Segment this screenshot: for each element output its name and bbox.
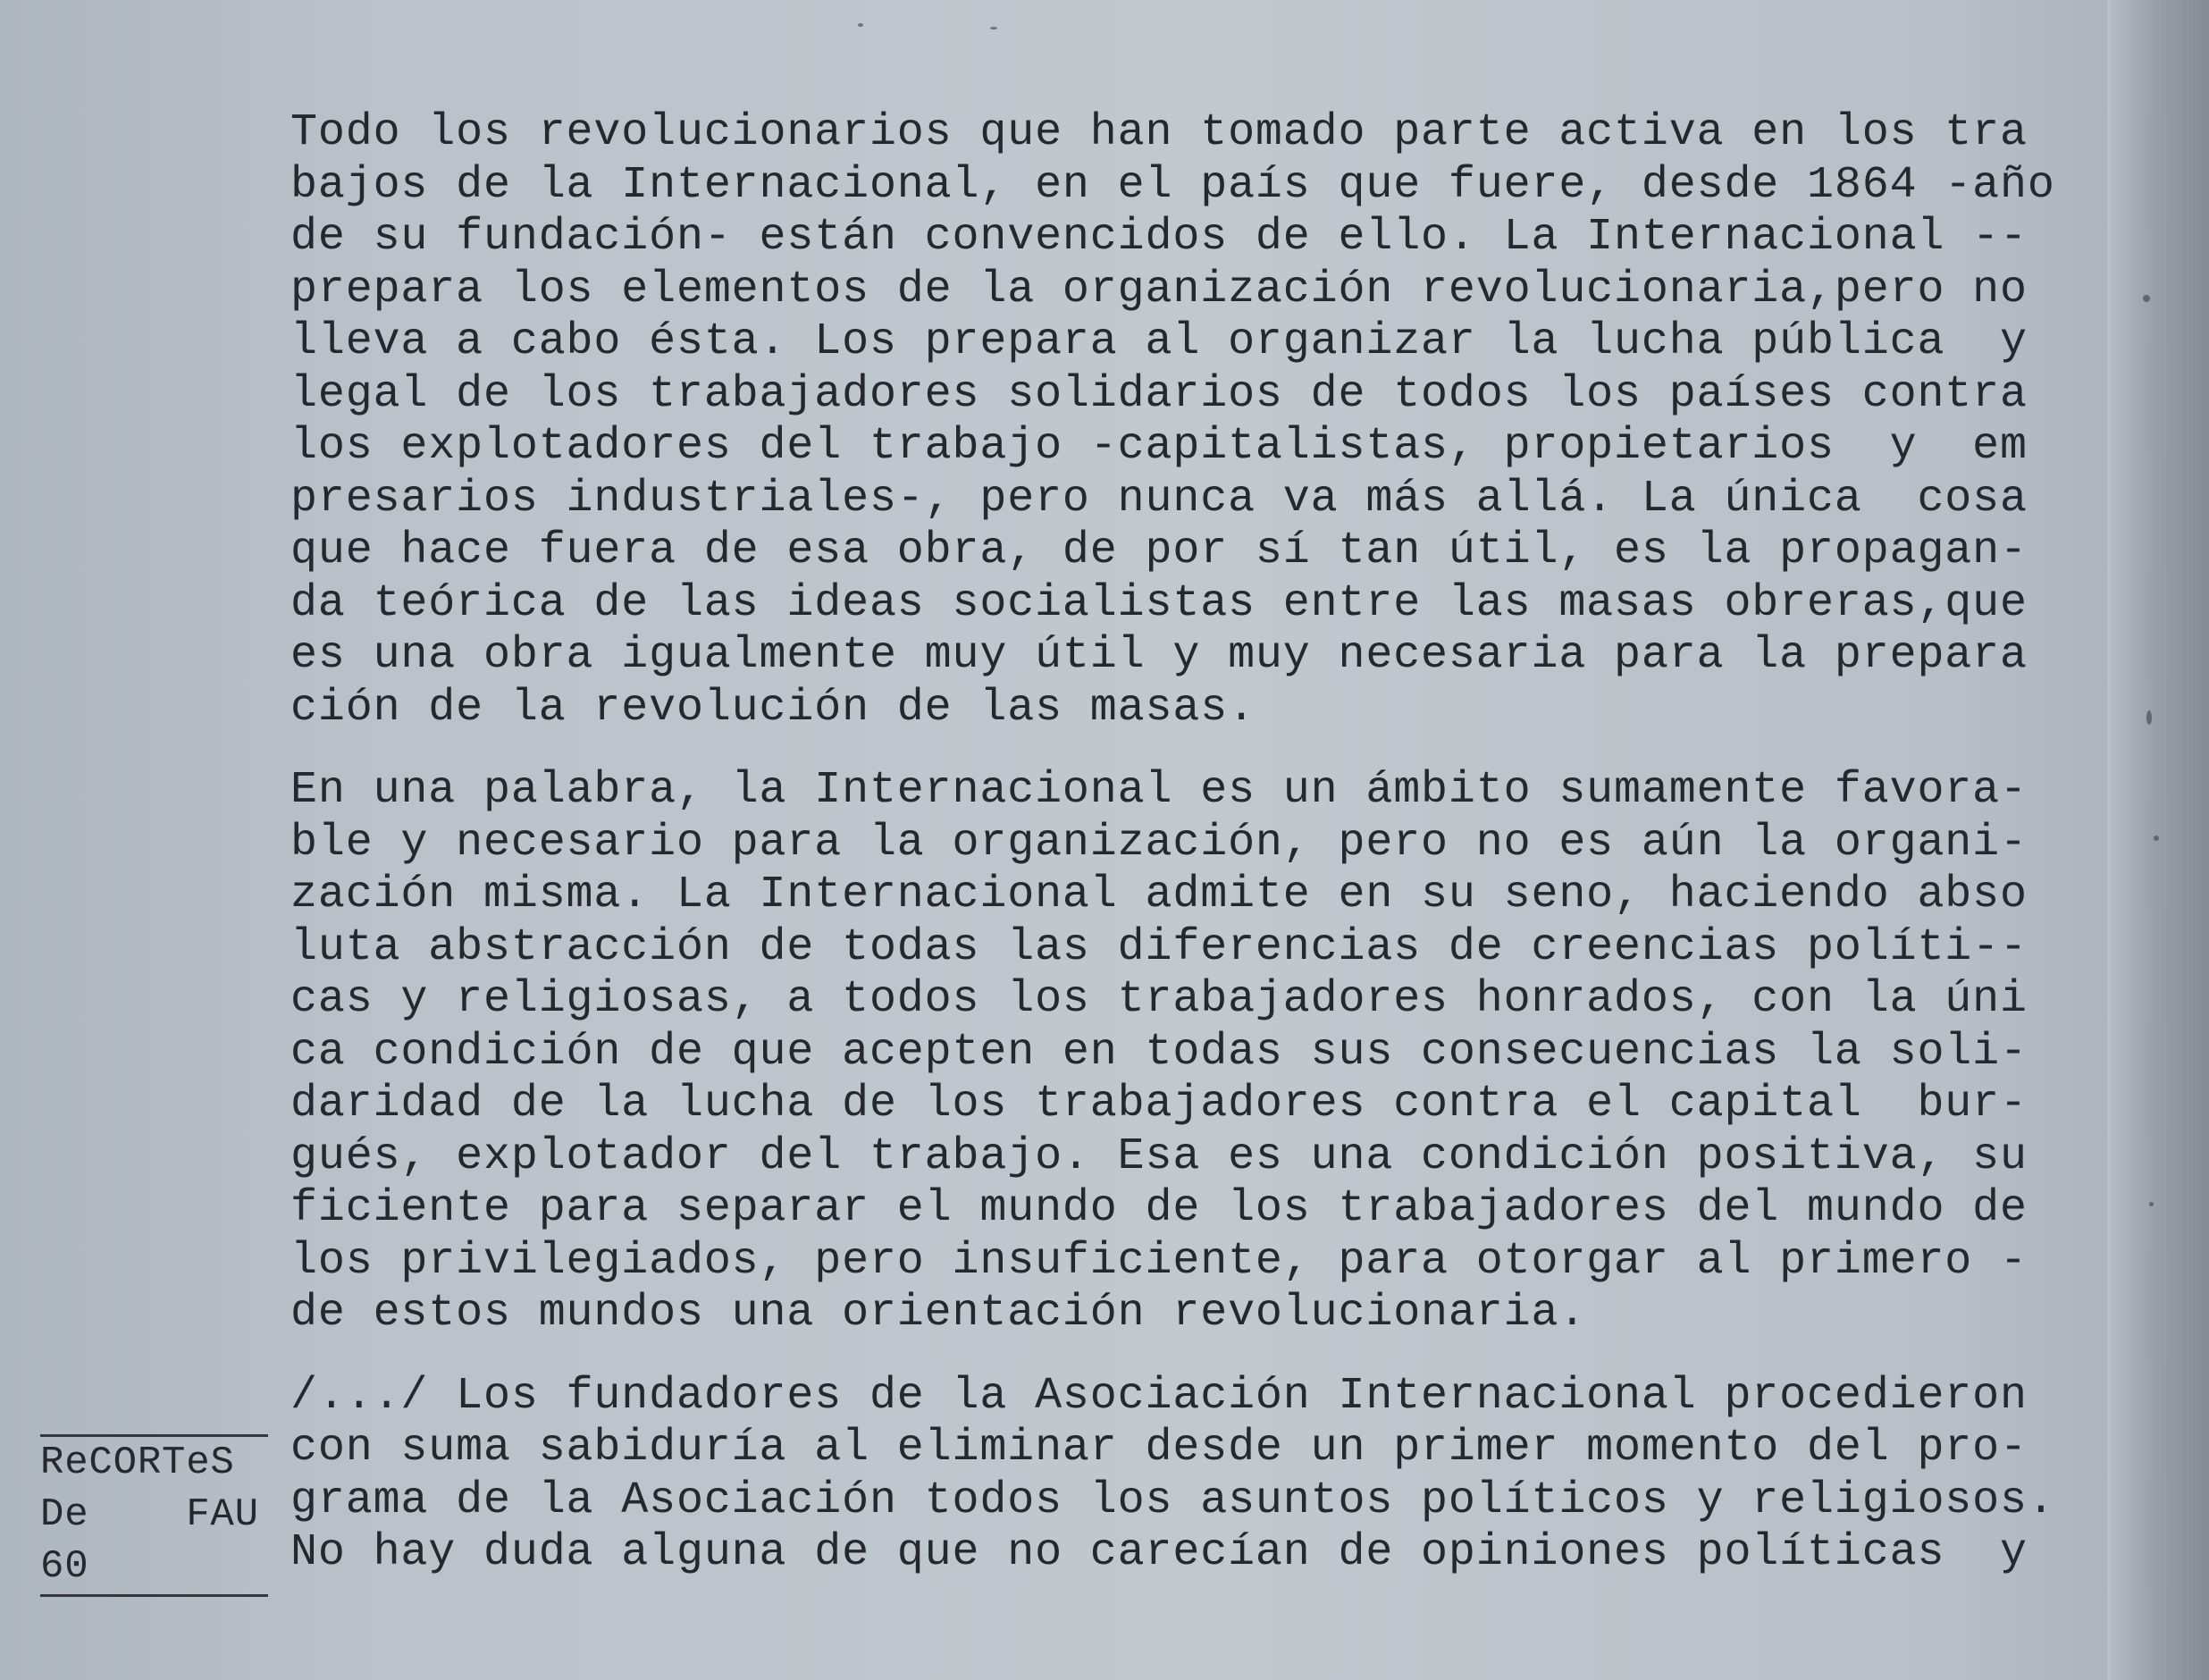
label-page-number: 60 bbox=[40, 1544, 89, 1589]
text-line: No hay duda alguna de que no carecían de opiniones políticas y bbox=[290, 1527, 2028, 1578]
text-line: que hace fuera de esa obra, de por sí tan útil, es la propagan- bbox=[290, 525, 2028, 576]
text-line: bajos de la Internacional, en el país que fuere, desde 1864 -año bbox=[290, 159, 2055, 211]
text-line: los privilegiados, pero insuficiente, para otorgar al primero - bbox=[290, 1235, 2028, 1287]
ink-speck bbox=[990, 27, 997, 29]
text-line: con suma sabiduría al eliminar desde un primer momento del pro- bbox=[290, 1423, 2028, 1474]
text-line: daridad de la lucha de los trabajadores contra el capital bur- bbox=[290, 1079, 2028, 1130]
text-line: legal de los trabajadores solidarios de todos los países contra bbox=[290, 368, 2028, 420]
text-line: da teórica de las ideas socialistas entre las masas obreras,que bbox=[290, 577, 2028, 629]
text-line: prepara los elementos de la organización revolucionaria,pero no bbox=[290, 264, 2028, 315]
text-line: zación misma. La Internacional admite en su seno, haciendo abso bbox=[290, 869, 2028, 920]
text-line: luta abstracción de todas las diferencias de creencias políti-- bbox=[290, 921, 2028, 973]
text-line: ficiente para separar el mundo de los trabajadores del mundo de bbox=[290, 1183, 2028, 1234]
text-line: Todo los revolucionarios que han tomado parte activa en los tra bbox=[290, 107, 2028, 158]
label-bottom-rule bbox=[40, 1594, 268, 1597]
text-line: presarios industriales-, pero nunca va más allá. La única cosa bbox=[290, 473, 2028, 525]
text-line: ca condición de que acepten en todas sus consecuencias la soli- bbox=[290, 1026, 2028, 1078]
text-line: cas y religiosas, a todos los trabajadores honrados, con la úni bbox=[290, 974, 2028, 1025]
text-line: es una obra igualmente muy útil y muy necesaria para la prepara bbox=[290, 630, 2028, 681]
label-line-2: De FAU bbox=[40, 1492, 259, 1537]
text-line: de estos mundos una orientación revolucionaria. bbox=[290, 1288, 1587, 1339]
ink-speck bbox=[2149, 1202, 2154, 1206]
text-line: grama de la Asociación todos los asuntos políticos y religiosos. bbox=[290, 1474, 2055, 1526]
document-body bbox=[290, 107, 2060, 1610]
text-line: lleva a cabo ésta. Los prepara al organizar la lucha pública y bbox=[290, 316, 2028, 367]
label-line-1: ReCORTeS bbox=[40, 1441, 235, 1485]
paragraph-3 bbox=[290, 1371, 2060, 1580]
ink-speck bbox=[2143, 295, 2150, 302]
text-line: ble y necesario para la organización, pero no es aún la organi- bbox=[290, 817, 2028, 869]
paragraph-2 bbox=[290, 765, 2060, 1340]
ink-speck bbox=[2146, 710, 2152, 725]
text-line: gués, explotador del trabajo. Esa es una condición positiva, su bbox=[290, 1130, 2028, 1182]
paragraph-1 bbox=[290, 107, 2060, 735]
text-line: de su fundación- están convencidos de ello. La Internacional -- bbox=[290, 212, 2028, 263]
text-line: los explotadores del trabajo -capitalistas, propietarios y em bbox=[290, 421, 2028, 472]
text-line: /.../ Los fundadores de la Asociación Internacional procedieron bbox=[290, 1370, 2028, 1422]
ink-speck bbox=[858, 23, 863, 27]
recortes-fau-label bbox=[40, 1434, 273, 1597]
text-line: En una palabra, la Internacional es un ámbito sumamente favora- bbox=[290, 765, 2028, 816]
ink-speck bbox=[2154, 836, 2159, 841]
text-line: ción de la revolución de las masas. bbox=[290, 682, 1256, 734]
